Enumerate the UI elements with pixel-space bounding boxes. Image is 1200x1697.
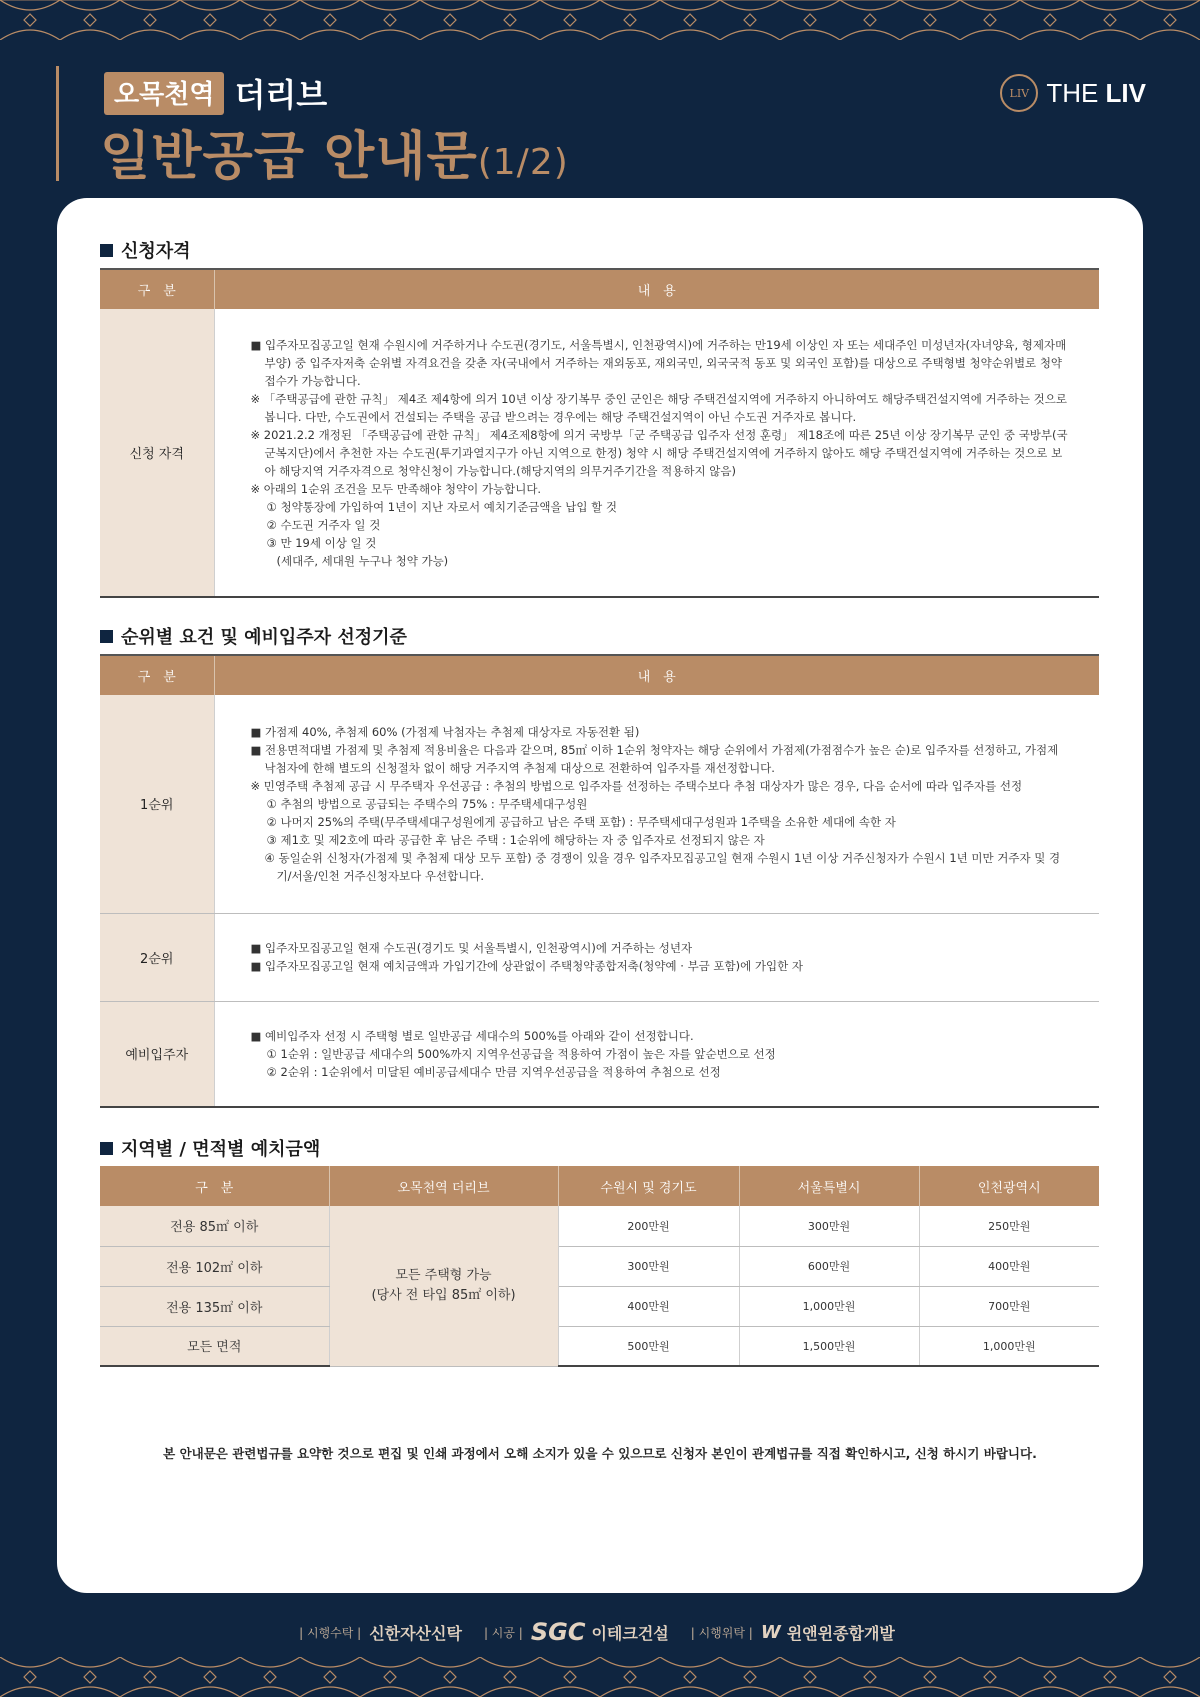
col-header-category: 구 분	[100, 655, 214, 695]
lattice-pattern-motif	[60, 1657, 120, 1697]
rank1-line-3: ※ 민영주택 추첨제 공급 시 무주택자 우선공급 : 추첨의 방법으로 입주자를 선정하는 주택수보다 추첨 대상자가 많은 경우, 다음 순서에 따라 입주자를 선정	[250, 778, 1023, 793]
developer-name: 윈앤윈종합개발	[786, 1623, 895, 1643]
lattice-pattern-motif	[480, 0, 540, 40]
section-title	[100, 238, 1099, 262]
table-row	[100, 1206, 1099, 1246]
table-row	[100, 1286, 1099, 1326]
lattice-pattern-motif	[1140, 0, 1200, 40]
rank2-line-1: ■ 입주자모집공고일 현재 수도권(경기도 및 서울특별시, 인천광역시)에 거주하는 성년자	[250, 941, 693, 955]
rank1-sub-2: ② 나머지 25%의 주택(무주택세대구성원에게 공급하고 남은 주택 포함) : 무주택세대구성원과 1주택을 소유한 세대에 속한 자	[266, 814, 896, 829]
developer-label: | 시행위탁 |	[690, 1625, 753, 1640]
eligibility-line-3: ※ 2021.2.2 개정된 「주택공급에 관한 규칙」 제4조제8항에 의거 국방부「군 주택공급 입주자 선정 훈령」 제18조에 따른 25년 이상 장기복무 군인 중 국방부(국군복지단)에서 추천한 자는 수도권(투기과열지구가 아닌 지역으로 한정) 청약 시 해당 주택건설지역에 거주하지 않아도 해당 주택건설지역에 거주하는 것으로 보아 해당지역 거주자격으로 청약신청이 가능합니다.(해당지역의 의무거주기간을 적용하지 않음)	[250, 427, 1068, 478]
reserve-sub-2: ② 2순위 : 1순위에서 미달된 예비공급세대수 만큼 지역우선공급을 적용하여 추첨으로 선정	[266, 1064, 721, 1079]
lattice-pattern-motif	[780, 1657, 840, 1697]
eligibility-line-1: ■ 입주자모집공고일 현재 수원시에 거주하거나 수도권(경기도, 서울특별시, 인천광역시)에 거주하는 만19세 이상인 자 또는 세대주인 미성년자(자녀양육, 형제자매부양) 중 입주자저축 순위별 자격요건을 갖춘 자(국내에서 거주하는 재외동포, 재외국민, 외국국적 동포 및 외국인 포함)를 대상으로 주택형별 청약순위별로 청약 접수가 가능합니다.	[250, 337, 1067, 388]
header-accent-bar	[56, 66, 59, 181]
lattice-pattern-motif	[780, 0, 840, 40]
row-label: 예비입주자	[100, 1001, 214, 1107]
deposit-value: 500만원	[558, 1326, 739, 1366]
logo-text-bold: LIV	[1105, 77, 1146, 108]
deposit-value: 1,000만원	[739, 1286, 919, 1326]
lattice-pattern-motif	[960, 0, 1020, 40]
content-panel	[57, 198, 1143, 1593]
page-title-suffix: (1/2)	[477, 142, 569, 183]
lattice-pattern-motif	[480, 1657, 540, 1697]
deposit-value: 1,000만원	[919, 1326, 1099, 1366]
lattice-pattern-motif	[420, 1657, 480, 1697]
lattice-pattern-motif	[0, 1657, 60, 1697]
deposit-value: 700만원	[919, 1286, 1099, 1326]
row-content	[214, 1001, 1099, 1107]
merged-cell	[329, 1206, 558, 1366]
lattice-pattern-motif	[900, 0, 960, 40]
lattice-pattern-motif	[900, 1657, 960, 1697]
section-title-text: 신청자격	[121, 241, 191, 262]
row-label: 1순위	[100, 695, 214, 913]
row-content	[214, 913, 1099, 1001]
col-header: 오목천역 더리브	[329, 1166, 558, 1206]
lattice-pattern-motif	[120, 0, 180, 40]
brand-tag: 오목천역	[104, 72, 224, 115]
lattice-pattern-motif	[360, 1657, 420, 1697]
condition-2: ② 수도권 거주자 일 것	[266, 517, 381, 532]
page-title	[100, 114, 569, 189]
row-content	[214, 309, 1099, 597]
rank1-line-1: ■ 가점제 40%, 추첨제 60% (가점제 낙첨자는 추첨제 대상자로 자동전환 됨)	[250, 724, 640, 739]
liv-emblem-icon: LIV	[1000, 74, 1038, 112]
brand-name: 더리브	[234, 76, 328, 114]
deposit-value: 1,500만원	[739, 1326, 919, 1366]
rank2-line-2: ■ 입주자모집공고일 현재 예치금액과 가입기간에 상관없이 주택청약종합저축(청약예 · 부금 포함)에 가입한 자	[250, 959, 803, 973]
trustee-label: | 시행수탁 |	[299, 1625, 362, 1640]
logo-text-light: THE	[1046, 77, 1099, 108]
row-label: 전용 135㎡ 이하	[100, 1286, 329, 1326]
col-header: 구 분	[100, 1166, 329, 1206]
lattice-pattern-motif	[600, 1657, 660, 1697]
eligibility-table	[100, 268, 1099, 598]
lattice-pattern-motif	[720, 0, 780, 40]
lattice-pattern-motif	[840, 0, 900, 40]
disclaimer-notice: 본 안내문은 관련법규를 요약한 것으로 편집 및 인쇄 과정에서 오해 소지가 있을 수 있으므로 신청자 본인이 관계법규를 직접 확인하시고, 신청 하시기 바랍니다.	[163, 1446, 1037, 1461]
row-label: 전용 85㎡ 이하	[100, 1206, 329, 1246]
table-row	[100, 1246, 1099, 1286]
builder-name: 이테크건설	[591, 1623, 669, 1643]
eligibility-line-4: ※ 아래의 1순위 조건을 모두 만족해야 청약이 가능합니다.	[250, 481, 542, 496]
rank1-sub-3: ③ 제1호 및 제2호에 따라 공급한 후 남은 주택 : 1순위에 해당하는 자 중 입주자로 선정되지 않은 자	[266, 832, 765, 847]
deposit-table	[100, 1166, 1099, 1367]
page-title-text: 일반공급 안내문	[100, 127, 478, 187]
col-header: 인천광역시	[919, 1166, 1099, 1206]
rank1-sub-1: ① 추첨의 방법으로 공급되는 주택수의 75% : 무주택세대구성원	[266, 796, 588, 811]
table-header-row	[100, 655, 1099, 695]
lattice-pattern-motif	[420, 0, 480, 40]
lattice-pattern-motif	[1020, 1657, 1080, 1697]
brand-row	[104, 70, 327, 116]
table-row	[100, 309, 1099, 597]
rank1-sub-4: ④ 동일순위 신청자(가점제 및 추첨제 대상 모두 포함) 중 경쟁이 있을 경우 입주자모집공고일 현재 수원시 1년 이상 거주신청자가 수원시 1년 미만 거주자 및 경기/서울/인천 거주신청자보다 우선합니다.	[264, 850, 1061, 883]
lattice-pattern-motif	[960, 1657, 1020, 1697]
deposit-value: 400만원	[919, 1246, 1099, 1286]
lattice-pattern-motif	[180, 0, 240, 40]
lattice-pattern-motif	[1080, 1657, 1140, 1697]
lattice-pattern-motif	[540, 0, 600, 40]
lattice-pattern-motif	[720, 1657, 780, 1697]
condition-note: (세대주, 세대원 누구나 청약 가능)	[276, 553, 449, 568]
lattice-pattern-motif	[300, 0, 360, 40]
page-header	[56, 66, 1146, 186]
table-row	[100, 695, 1099, 913]
section-title	[100, 624, 1099, 648]
sgc-logo-icon: SGC	[530, 1618, 586, 1646]
deposit-value: 300만원	[558, 1246, 739, 1286]
row-label: 2순위	[100, 913, 214, 1001]
section-deposit	[100, 1136, 1099, 1367]
table-row	[100, 913, 1099, 1001]
bottom-pattern	[0, 1657, 1200, 1697]
section-title-text: 순위별 요건 및 예비입주자 선정기준	[121, 627, 407, 648]
deposit-value: 400만원	[558, 1286, 739, 1326]
deposit-value: 250만원	[919, 1206, 1099, 1246]
lattice-pattern-motif	[660, 0, 720, 40]
reserve-line-1: ■ 예비입주자 선정 시 주택형 별로 일반공급 세대수의 500%를 아래와 같이 선정합니다.	[250, 1028, 694, 1043]
lattice-pattern-motif	[300, 1657, 360, 1697]
logo-text	[1046, 78, 1146, 109]
row-label: 전용 102㎡ 이하	[100, 1246, 329, 1286]
merged-line-2: (당사 전 타입 85㎡ 이하)	[371, 1287, 516, 1303]
lattice-pattern-motif	[1020, 0, 1080, 40]
row-label: 신청 자격	[100, 309, 214, 597]
lattice-pattern-motif	[0, 0, 60, 40]
square-bullet-icon	[100, 630, 113, 643]
col-header-content: 내 용	[214, 269, 1099, 309]
deposit-value: 600만원	[739, 1246, 919, 1286]
table-header-row	[100, 269, 1099, 309]
lattice-pattern-motif	[1140, 1657, 1200, 1697]
lattice-pattern-motif	[360, 0, 420, 40]
lattice-pattern-motif	[240, 0, 300, 40]
deposit-value: 300만원	[739, 1206, 919, 1246]
lattice-pattern-motif	[600, 0, 660, 40]
lattice-pattern-motif	[840, 1657, 900, 1697]
square-bullet-icon	[100, 244, 113, 257]
row-content	[214, 695, 1099, 913]
table-row	[100, 1326, 1099, 1366]
square-bullet-icon	[100, 1142, 113, 1155]
lattice-pattern-motif	[180, 1657, 240, 1697]
table-header-row	[100, 1166, 1099, 1206]
lattice-pattern-motif	[540, 1657, 600, 1697]
section-title	[100, 1136, 1099, 1160]
ranking-table	[100, 654, 1099, 1108]
lattice-pattern-motif	[240, 1657, 300, 1697]
lattice-pattern-motif	[660, 1657, 720, 1697]
section-eligibility	[100, 238, 1099, 598]
row-label: 모든 면적	[100, 1326, 329, 1366]
condition-3: ③ 만 19세 이상 일 것	[266, 535, 377, 550]
lattice-pattern-motif	[1080, 0, 1140, 40]
rank1-line-2: ■ 전용면적대별 가점제 및 추첨제 적용비율은 다음과 같으며, 85㎡ 이하 1순위 청약자는 해당 순위에서 가점제(가점점수가 높은 순)로 입주자를 선정하고, 가점제 낙첨자에 한해 별도의 신청절차 없이 해당 거주지역 추첨제 대상으로 전환하여 입주자를 재선정합니다.	[250, 742, 1059, 775]
section-ranking	[100, 624, 1099, 1108]
table-row	[100, 1001, 1099, 1107]
lattice-pattern-motif	[60, 0, 120, 40]
eligibility-line-2: ※ 「주택공급에 관한 규칙」 제4조 제4항에 의거 10년 이상 장기복무 중인 군인은 해당 주택건설지역에 거주하지 아니하여도 해당주택건설지역에 거주하는 것으로 봅니다. 다만, 수도권에서 건설되는 주택을 공급 받으려는 경우에는 해당 주택건설지역이 아닌 수도권 거주자로 봅니다.	[250, 391, 1067, 424]
trustee-name: 신한자산신탁	[369, 1623, 462, 1643]
lattice-pattern-motif	[120, 1657, 180, 1697]
deposit-value: 200만원	[558, 1206, 739, 1246]
merged-line-1: 모든 주택형 가능	[395, 1267, 492, 1283]
page-footer	[0, 1618, 1200, 1646]
section-title-text: 지역별 / 면적별 예치금액	[121, 1139, 321, 1160]
reserve-sub-1: ① 1순위 : 일반공급 세대수의 500%까지 지역우선공급을 적용하여 가점이 높은 자를 앞순번으로 선정	[266, 1046, 776, 1061]
col-header: 수원시 및 경기도	[558, 1166, 739, 1206]
winwin-logo-icon: W	[760, 1621, 781, 1643]
top-pattern	[0, 0, 1200, 40]
col-header-category: 구 분	[100, 269, 214, 309]
the-liv-logo	[1000, 74, 1146, 112]
condition-1: ① 청약통장에 가입하여 1년이 지난 자로서 예치기준금액을 납입 할 것	[266, 499, 617, 514]
col-header-content: 내 용	[214, 655, 1099, 695]
col-header: 서울특별시	[739, 1166, 919, 1206]
builder-label: | 시공 |	[483, 1625, 523, 1640]
